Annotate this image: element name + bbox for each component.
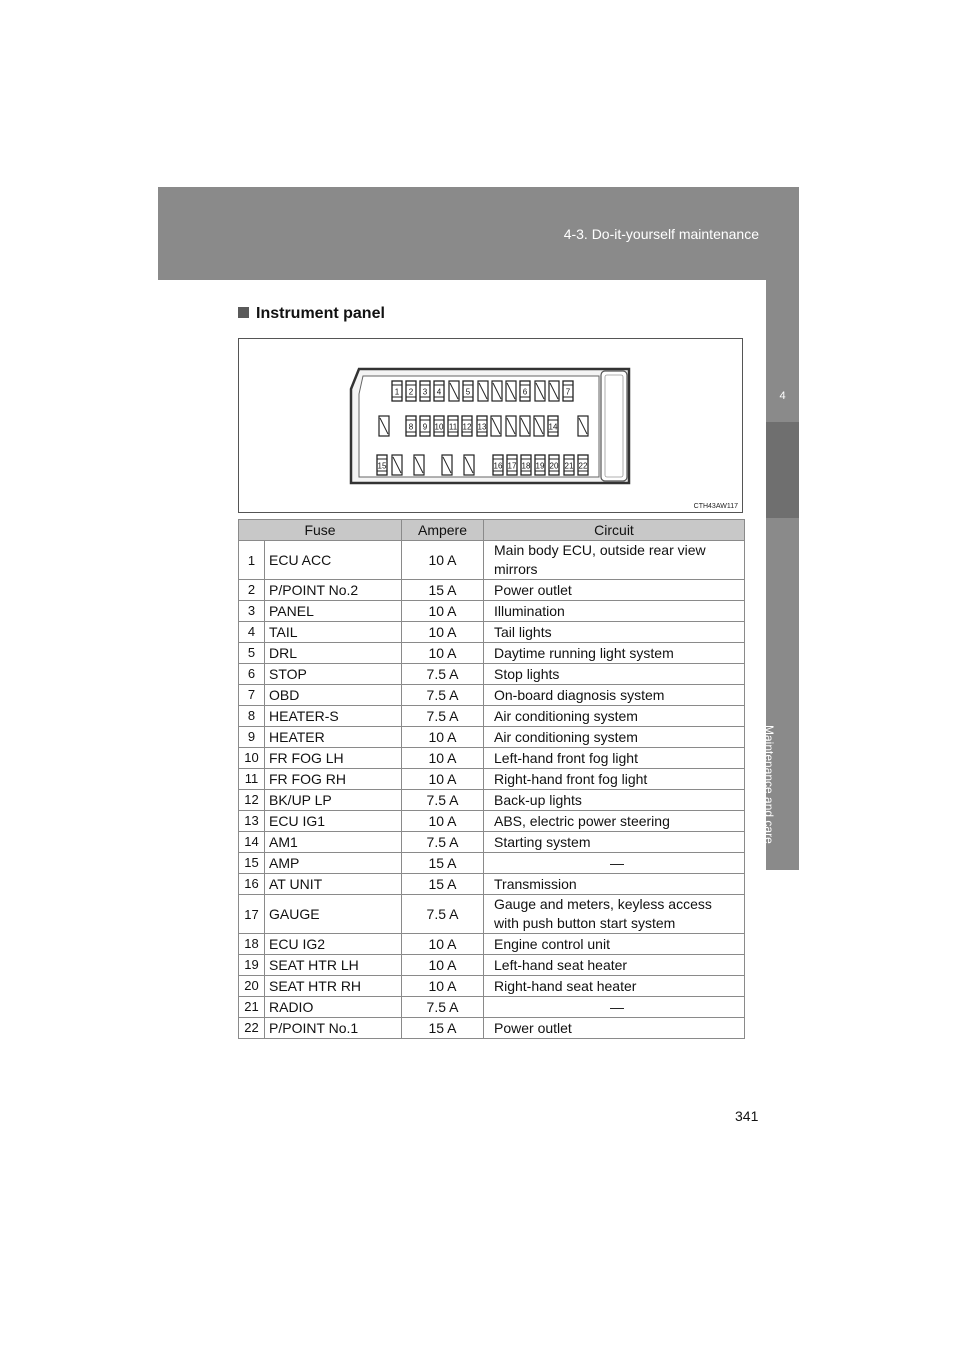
fuse-number-label: 18 xyxy=(521,461,531,471)
fuse-name-cell: ECU IG2 xyxy=(265,934,402,955)
fuse-number-cell: 20 xyxy=(239,976,265,997)
fuse-number-cell: 15 xyxy=(239,853,265,874)
empty-slot xyxy=(520,416,530,436)
fuse-slot xyxy=(406,416,416,436)
ampere-cell: 7.5 A xyxy=(402,790,484,811)
empty-slot xyxy=(549,381,559,401)
empty-slot xyxy=(449,381,459,401)
empty-slot xyxy=(534,416,544,436)
header-fuse: Fuse xyxy=(239,520,402,541)
circuit-cell: ABS, electric power steering xyxy=(484,811,745,832)
fuse-number-cell: 5 xyxy=(239,643,265,664)
fuse-number-label: 10 xyxy=(434,422,444,432)
fuse-slot xyxy=(434,416,444,436)
table-row xyxy=(239,769,745,790)
fuse-name-cell: AMP xyxy=(265,853,402,874)
circuit-cell: Engine control unit xyxy=(484,934,745,955)
empty-slot xyxy=(464,455,474,475)
fuse-slot xyxy=(477,416,487,436)
fuse-name-cell: RADIO xyxy=(265,997,402,1018)
chapter-number: 4 xyxy=(779,390,786,402)
empty-slot xyxy=(414,455,424,475)
circuit-cell: Right-hand front fog light xyxy=(484,769,745,790)
empty-slot xyxy=(478,381,488,401)
section-title xyxy=(238,305,385,323)
circuit-cell: Tail lights xyxy=(484,622,745,643)
fuse-slot xyxy=(462,416,472,436)
ampere-cell: 15 A xyxy=(402,1018,484,1039)
circuit-cell: Transmission xyxy=(484,874,745,895)
table-row xyxy=(239,853,745,874)
fuse-number-cell: 22 xyxy=(239,1018,265,1039)
fuse-name-cell: BK/UP LP xyxy=(265,790,402,811)
fuse-slot xyxy=(420,381,430,401)
table-row xyxy=(239,811,745,832)
fuse-number-cell: 3 xyxy=(239,601,265,622)
circuit-cell: Left-hand seat heater xyxy=(484,955,745,976)
fuse-number-cell: 6 xyxy=(239,664,265,685)
table-row xyxy=(239,934,745,955)
circuit-cell: Power outlet xyxy=(484,580,745,601)
fuse-slot xyxy=(548,416,558,436)
ampere-cell: 7.5 A xyxy=(402,832,484,853)
fuse-name-cell: AM1 xyxy=(265,832,402,853)
fuse-name-cell: SEAT HTR LH xyxy=(265,955,402,976)
circuit-cell: Right-hand seat heater xyxy=(484,976,745,997)
fuse-name-cell: GAUGE xyxy=(265,895,402,934)
fuse-name-cell: OBD xyxy=(265,685,402,706)
fuse-number-cell: 13 xyxy=(239,811,265,832)
fuse-box-diagram xyxy=(239,339,742,512)
fuse-name-cell: SEAT HTR RH xyxy=(265,976,402,997)
fuse-number-label: 5 xyxy=(465,387,471,397)
fuse-number-label: 12 xyxy=(462,422,472,432)
table-row xyxy=(239,997,745,1018)
fuse-slot xyxy=(420,416,430,436)
fuse-slot xyxy=(448,416,458,436)
fuse-number-label: 17 xyxy=(507,461,517,471)
ampere-cell: 7.5 A xyxy=(402,664,484,685)
fuse-name-cell: ECU IG1 xyxy=(265,811,402,832)
fuse-number-label: 21 xyxy=(564,461,574,471)
table-row xyxy=(239,976,745,997)
ampere-cell: 15 A xyxy=(402,580,484,601)
ampere-cell: 10 A xyxy=(402,811,484,832)
table-row xyxy=(239,643,745,664)
fuse-slot xyxy=(406,381,416,401)
fuse-slot xyxy=(549,455,559,475)
fuse-box-figure xyxy=(238,338,743,513)
fuse-number-cell: 2 xyxy=(239,580,265,601)
empty-slot xyxy=(392,455,402,475)
fuse-number-label: 2 xyxy=(408,387,414,397)
circuit-cell: Air conditioning system xyxy=(484,727,745,748)
fuse-slot xyxy=(493,455,503,475)
fuse-number-cell: 1 xyxy=(239,541,265,580)
ampere-cell: 10 A xyxy=(402,727,484,748)
ampere-cell: 10 A xyxy=(402,934,484,955)
fuse-name-cell: ECU ACC xyxy=(265,541,402,580)
fuse-number-cell: 14 xyxy=(239,832,265,853)
fuse-number-label: 4 xyxy=(436,387,442,397)
table-row xyxy=(239,685,745,706)
empty-slot xyxy=(535,381,545,401)
empty-slot xyxy=(491,416,501,436)
fuse-slot xyxy=(564,455,574,475)
fuse-number-label: 3 xyxy=(422,387,428,397)
fuse-slot xyxy=(520,381,530,401)
fuse-number-label: 9 xyxy=(422,422,428,432)
ampere-cell: 7.5 A xyxy=(402,706,484,727)
fuse-number-label: 11 xyxy=(448,422,458,432)
table-row xyxy=(239,832,745,853)
fuse-number-label: 14 xyxy=(548,422,558,432)
fuse-number-label: 6 xyxy=(522,387,528,397)
ampere-cell: 10 A xyxy=(402,976,484,997)
fuse-slot xyxy=(377,455,387,475)
ampere-cell: 10 A xyxy=(402,643,484,664)
fuse-number-cell: 21 xyxy=(239,997,265,1018)
ampere-cell: 7.5 A xyxy=(402,997,484,1018)
header-band xyxy=(158,187,799,280)
table-row xyxy=(239,1018,745,1039)
fuse-slot xyxy=(563,381,573,401)
circuit-cell: — xyxy=(484,997,745,1018)
fuse-number-label: 8 xyxy=(408,422,414,432)
empty-slot xyxy=(492,381,502,401)
table-row xyxy=(239,727,745,748)
fuse-name-cell: FR FOG RH xyxy=(265,769,402,790)
fuse-slot xyxy=(578,455,588,475)
fuse-number-cell: 17 xyxy=(239,895,265,934)
table-row xyxy=(239,580,745,601)
circuit-cell: Illumination xyxy=(484,601,745,622)
table-row xyxy=(239,601,745,622)
fuse-number-label: 22 xyxy=(578,461,588,471)
fuse-number-label: 19 xyxy=(535,461,545,471)
table-row xyxy=(239,790,745,811)
table-row xyxy=(239,874,745,895)
empty-slot xyxy=(442,455,452,475)
ampere-cell: 10 A xyxy=(402,622,484,643)
circuit-cell: Daytime running light system xyxy=(484,643,745,664)
table-row xyxy=(239,622,745,643)
fuse-slot xyxy=(392,381,402,401)
fuse-table xyxy=(238,519,745,1039)
table-row xyxy=(239,895,745,934)
header-ampere: Ampere xyxy=(402,520,484,541)
fuse-number-label: 15 xyxy=(377,461,387,471)
fuse-number-cell: 19 xyxy=(239,955,265,976)
fuse-name-cell: FR FOG LH xyxy=(265,748,402,769)
fuse-number-cell: 12 xyxy=(239,790,265,811)
fuse-slot xyxy=(521,455,531,475)
circuit-cell: Starting system xyxy=(484,832,745,853)
chapter-marker xyxy=(766,422,799,518)
table-row xyxy=(239,748,745,769)
section-header: 4-3. Do-it-yourself maintenance xyxy=(563,226,759,242)
fuse-name-cell: P/POINT No.2 xyxy=(265,580,402,601)
empty-slot xyxy=(379,416,389,436)
fuse-number-cell: 16 xyxy=(239,874,265,895)
chapter-label: Maintenance and care xyxy=(762,725,776,844)
figure-code: CTH43AW117 xyxy=(693,503,738,510)
table-row xyxy=(239,664,745,685)
fuse-number-label: 16 xyxy=(493,461,503,471)
circuit-cell: Power outlet xyxy=(484,1018,745,1039)
page-number: 341 xyxy=(735,1108,759,1124)
fuse-slot xyxy=(507,455,517,475)
table-row xyxy=(239,955,745,976)
ampere-cell: 10 A xyxy=(402,748,484,769)
fuse-name-cell: STOP xyxy=(265,664,402,685)
square-bullet-icon xyxy=(238,307,249,318)
fuse-name-cell: PANEL xyxy=(265,601,402,622)
header-circuit: Circuit xyxy=(484,520,745,541)
fuse-number-cell: 11 xyxy=(239,769,265,790)
fuse-number-cell: 4 xyxy=(239,622,265,643)
circuit-cell: Gauge and meters, keyless access with push button start system xyxy=(484,895,745,934)
table-row xyxy=(239,541,745,580)
fuse-number-label: 1 xyxy=(394,387,400,397)
ampere-cell: 7.5 A xyxy=(402,895,484,934)
circuit-cell: Back-up lights xyxy=(484,790,745,811)
fuse-number-label: 13 xyxy=(477,422,487,432)
fuse-number-cell: 7 xyxy=(239,685,265,706)
ampere-cell: 7.5 A xyxy=(402,685,484,706)
fuse-number-label: 7 xyxy=(565,387,571,397)
table-header-row xyxy=(239,520,745,541)
circuit-cell: Left-hand front fog light xyxy=(484,748,745,769)
fuse-number-label: 20 xyxy=(549,461,559,471)
fuse-slot xyxy=(535,455,545,475)
ampere-cell: 10 A xyxy=(402,601,484,622)
chapter-side-tab xyxy=(762,280,799,870)
circuit-cell: On-board diagnosis system xyxy=(484,685,745,706)
section-title-text: Instrument panel xyxy=(256,305,385,322)
ampere-cell: 15 A xyxy=(402,853,484,874)
ampere-cell: 15 A xyxy=(402,874,484,895)
fuse-number-cell: 9 xyxy=(239,727,265,748)
fuse-name-cell: HEATER xyxy=(265,727,402,748)
circuit-cell: Air conditioning system xyxy=(484,706,745,727)
fuse-slot xyxy=(434,381,444,401)
fuse-number-cell: 8 xyxy=(239,706,265,727)
table-row xyxy=(239,706,745,727)
fuse-number-cell: 10 xyxy=(239,748,265,769)
circuit-cell: — xyxy=(484,853,745,874)
fuse-name-cell: HEATER-S xyxy=(265,706,402,727)
empty-slot xyxy=(506,416,516,436)
circuit-cell: Main body ECU, outside rear view mirrors xyxy=(484,541,745,580)
ampere-cell: 10 A xyxy=(402,541,484,580)
empty-slot xyxy=(578,416,588,436)
fuse-number-cell: 18 xyxy=(239,934,265,955)
fuse-name-cell: TAIL xyxy=(265,622,402,643)
fuse-name-cell: DRL xyxy=(265,643,402,664)
ampere-cell: 10 A xyxy=(402,955,484,976)
fuse-name-cell: AT UNIT xyxy=(265,874,402,895)
fuse-name-cell: P/POINT No.1 xyxy=(265,1018,402,1039)
empty-slot xyxy=(506,381,516,401)
circuit-cell: Stop lights xyxy=(484,664,745,685)
fuse-slot xyxy=(463,381,473,401)
ampere-cell: 10 A xyxy=(402,769,484,790)
